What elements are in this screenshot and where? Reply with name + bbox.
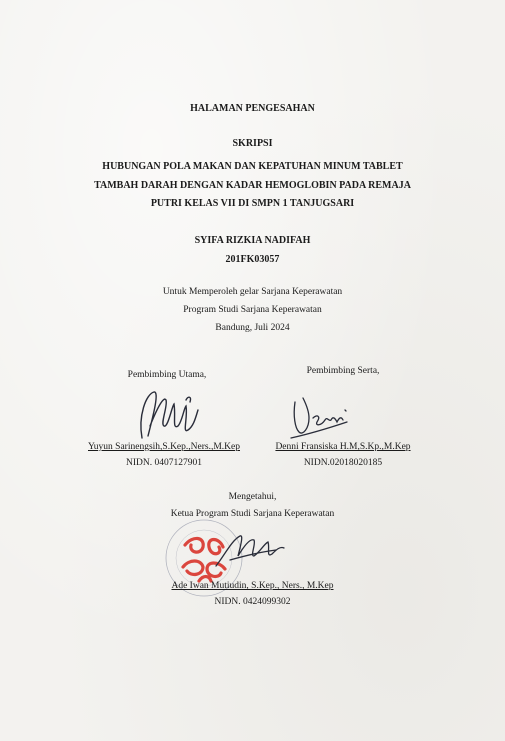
degree-purpose: Untuk Memperoleh gelar Sarjana Keperawatan — [162, 287, 343, 297]
supervisor-1-role: Pembimbing Utama, — [127, 370, 207, 380]
supervisor-2-nidn: NIDN.02018020185 — [303, 458, 383, 468]
page-header: HALAMAN PENGESAHAN — [190, 103, 315, 114]
thesis-title-line-3: PUTRI KELAS VII DI SMPN 1 TANJUGSARI — [150, 198, 355, 209]
approval-position: Ketua Program Studi Sarjana Keperawatan — [170, 509, 335, 519]
place-date: Bandung, Juli 2024 — [215, 323, 290, 333]
supervisor-2-name: Denni Fransiska H.M,S.Kp.,M.Kep — [275, 442, 411, 452]
author-name: SYIFA RIZKIA NADIFAH — [194, 235, 311, 246]
approval-nidn: NIDN. 0424099302 — [214, 597, 291, 607]
approval-label: Mengetahui, — [228, 492, 277, 502]
thesis-title-line-1: HUBUNGAN POLA MAKAN DAN KEPATUHAN MINUM TABLET — [102, 161, 403, 172]
supervisor-2-signature — [285, 388, 365, 442]
document-type: SKRIPSI — [232, 138, 273, 149]
thesis-title-line-2: TAMBAH DARAH DENGAN KADAR HEMOGLOBIN PADA REMAJA — [94, 179, 411, 191]
approval-name: Ade Iwan Mutiudin, S.Kep., Ners., M.Kep — [171, 581, 334, 591]
chair-signature — [210, 526, 290, 576]
supervisor-1-signature — [128, 386, 208, 444]
supervisor-1-nidn: NIDN. 0407127901 — [126, 458, 202, 468]
author-nim: 201FK03057 — [225, 254, 280, 265]
supervisor-2-role: Pembimbing Serta, — [306, 366, 380, 376]
supervisor-1-name: Yuyun Sarinengsih,S.Kep.,Ners.,M.Kep — [88, 442, 240, 452]
study-program: Program Studi Sarjana Keperawatan — [183, 305, 322, 315]
thesis-title — [0, 158, 505, 214]
